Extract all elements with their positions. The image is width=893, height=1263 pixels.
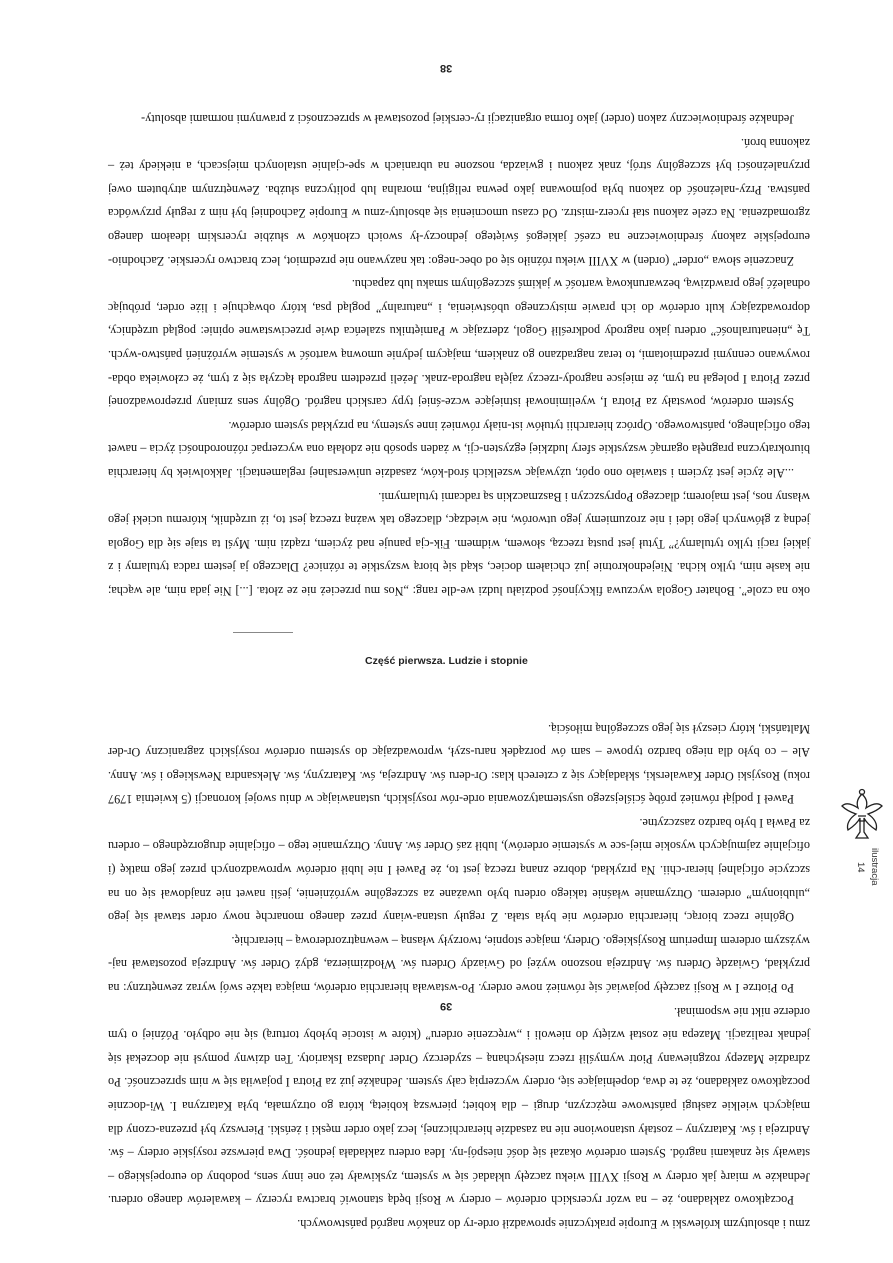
illustration-label: ilustracja <box>869 848 880 886</box>
illustration-number: 14 <box>855 862 866 873</box>
eagle-emblem-icon <box>838 788 886 844</box>
page-number-left: 38 <box>440 62 453 74</box>
page-number-right: 39 <box>440 1000 453 1012</box>
paragraph: Początkowo zakładano, że – na wzór rycerskich orderów – ordery w Rosji będą stanowić bractwa rycerzy – kawalerów danego orderu. Jednakże w miarę jak ordery w Rosji XVIII wieku zaczęły układać się w system, zyskiwały też one inny sens, podobny do europejskiego – stawały się znakami nagród. System orderów okazał się dość niespój-ny. Idea orderu zakładała jedność. Dwa pierwsze rosyjskie ordery – św. Andrzeja i św. Katarzyny – zostały ustanowione nie na zasadzie hierarchicznej, lecz jako order męski i żeński. Pierwszy był przezna-czony dla mających wielkie zasługi państwowe mężczyzn, drugi – dla kobiet; pierwszą kobietą, która go otrzymała, była Katarzyna I. Wi-docznie początkowo zakładano, że te dwa, dopełniające się, ordery wyczerpią cały system. Jednakże już za Piotra I pojawiła się w nim sprzeczność. Po zdradzie Mazepy rozgniewany Piotr wymyślił rzecz niesłychaną – szyderczy Order Judasza Iskarioty. Ten dziwny pomysł nie doczekał się jednak realizacji. Mazepa nie został wzięty do niewoli i „wręczenie orderu” (które w istocie byłoby torturą) się nie odbyło. Później o tym orderze nikt nie wspominał. <box>108 1004 810 1208</box>
paragraph: oko na czole”. Bohater Gogola wyczuwa fikcyjność podziału ludzi we-dle rang: „Nos mu przecież nie ze złota. [...] Nie jada nim, ale wącha; nie kasłe nim, tylko kicha. Niejednokrotnie już chciałem dociec, skąd się biorą wszystkie te różnice? Dlaczego ja jestem radca tytularny i z jakiej racji tylko tytularny?” Tytuł jest pustą rzeczą, słowem, widmem. Fik-cja panuje nad życiem, rządzi nim. Myśl ta staje się dla Gogola jedną z głównych jego idei i nie zrozumiemy jego utworów, nie wiedząc, dlaczego tak ważną rzeczą jest to, iż urzędnik, któremu uciekł jego własny nos, jest majorem; dlaczego Popryszczyn i Baszmaczkin są radcami tytularnymi. <box>108 489 810 598</box>
page-39-text <box>108 690 810 1235</box>
paragraph: Po Piotrze I w Rosji zaczęły pojawiać się również nowe ordery. Po-wstawała hierarchia orderów, mająca także swój wyraz zewnętrzny: na przykład, Gwiazdę Orderu św. Andrzeja noszono wyżej od Gwiazdy Orderu św. Włodzimierza, gdyż Order św. Andrzeja pozostawał naj-wyższym orderem Imperium Rosyjskiego. Ordery, mające stopnie, tworzyły własną – wewnątrzorderową – hierarchię. <box>108 933 810 996</box>
page-divider-line <box>233 632 293 633</box>
page-38-text <box>108 62 810 602</box>
paragraph: zmu i absolutyzm królewski w Europie praktycznie sprowadził orde-ry do znaków nagród państwowych. <box>297 1217 810 1231</box>
running-head: Część pierwsza. Ludzie i stopnie <box>365 655 528 667</box>
paragraph: System orderów, powstały za Piotra I, wyeliminował istniejące wcze-śniej typy carskich nagród. Ogólny sens zmiany przeprowadzonej przez Piotra I polegał na tym, że miejsce nagrody-rzeczy zajęła nagroda-znak. Jeżeli przedtem nagroda łączyła się z tym, że człowieka obda-rowywano cennymi przedmiotami, to teraz nagradzano go znakiem, mającym jedynie umowną wartość w systemie wyróżnień państwo-wych. Tę „nienaturalność” orderu jako nagrody podkreślił Gogol, zderzając w Pamiętniku szaleńca dwie przeciwstawne opinie: pogląd urzędnicy, doprowadzający kult orderów do ich prawie mistycznego ubóstwienia, i „naturalny” pogląd psa, który obwąchuje i liże order, próbując odnaleźć jego prawdziwą, bezwarunkową wartość w jakimś szczególnym smaku lub zapachu. <box>108 277 810 410</box>
paragraph: Jednakże średniowieczny zakon (order) jako forma organizacji ry-cerskiej pozostawał w sprzeczności z prawnymi normami absoluty- <box>141 112 794 127</box>
paragraph: Znaczenie słowa „order” (orden) w XVIII wieku różniło się od obec-nego: tak nazywano nie przedmiot, lecz bractwo rycerskie. Zachodnio-europejskie zakony średniowieczne na cześć jakiegoś świętego jednoczy-ły swoich członków w służbie rycerskim ideałom danego zgromadzenia. Na czele zakonu stał rycerz-mistrz. Od czasu umocnienia się absoluty-zmu w Europie Zachodniej był nim z reguły przywódca państwa. Przy-należność do zakonu była pojmowana jako pewna religijna, moralna lub polityczna służba. Zewnętrznym atrybutem owej przynależności był szczególny strój, znak zakonu i gwiazda, noszone na ubraniach w spe-cjalnie ustalonych miejscach, a niekiedy też – zakonna broń. <box>108 135 810 268</box>
paragraph: Ogólnie rzecz biorąc, hierarchia orderów nie była stała. Z reguły ustana-wiany przez danego monarchę nowy order stawał się jego „ulubionym” orderem. Otrzymanie właśnie takiego orderu było uważane za szczególne wyróżnienie, jeśli nawet nie znajdował się on na szczycie oficjalnej hierar-chii. Na przykład, dobrze znaną rzeczą jest to, że Paweł I nie lubił orderów wprowadzonych przez jego matkę (i oficjalnie zajmujących wysokie miej-sce w systemie orderów), lubił zaś Order św. Anny. Otrzymanie tego – oficjalnie drugorzędnego – orderu za Pawła I było bardzo zaszczytne. <box>108 815 810 925</box>
paragraph: ...Ale życie jest życiem i stawiało ono opór, używając wszelkich środ-ków, zasadzie uniwersalnej reglamentacji. Jakkolwiek by hierarchia biurokratyczna pragnęła ogarnąć wszystkie sfery ludzkiej egzysten-cji, w żaden sposób nie zdołała ona wyczerpać różnorodności życia – nawet tego oficjalnego, państwowego. Oprócz hierarchii tytułów ist-niały również inne systemy, na przykład system orderów. <box>108 418 810 481</box>
paragraph: Paweł I podjął również próbę ściślejszego usystematyzowania orde-rów rosyjskich, ustanawiając w dniu swojej koronacji (5 kwietnia 1797 roku) Rosyjski Order Kawalerski, składający się z czterech klas: Or-deru św. Andrzeja, św. Katarzyny, św. Aleksandra Newskiego i św. Anny. Ale – co było dla niego bardzo typowe – sam ów porządek naru-szył, wprowadzając do systemu orderów rosyjskich zagraniczny Or-der Maltański, który cieszył się jego szczególną miłością. <box>108 721 810 807</box>
